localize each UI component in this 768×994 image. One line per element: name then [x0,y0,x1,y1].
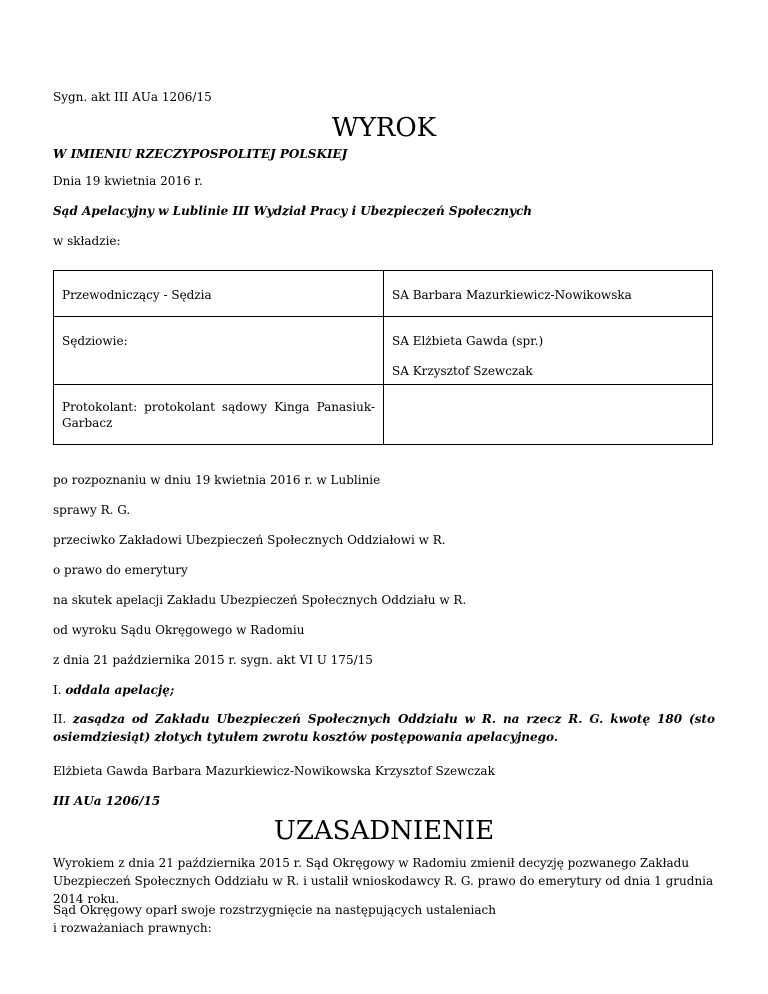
hearing-line: po rozpoznaniu w dniu 19 kwietnia 2016 r. w Lublinie [53,473,381,487]
judgment-date-line: z dnia 21 października 2015 r. sygn. akt VI U 175/15 [53,653,373,667]
from-judgment-line: od wyroku Sądu Okręgowego w Radomiu [53,623,305,637]
presiding-row [54,271,713,317]
appeal-line: na skutek apelacji Zakładu Ubezpieczeń Społecznych Oddziału w R. [53,593,467,607]
ruling-point-1-number: I. [53,683,62,697]
justification-title: UZASADNIENIE [273,816,495,846]
justification-paragraph-2-line-1: Sąd Okręgowy oparł swoje rozstrzygnięcie na następujących ustaleniach [53,903,496,917]
clerk-cell [54,385,384,445]
court-composition-table [53,270,713,445]
subject-line: o prawo do emerytury [53,563,188,577]
clerk-row [54,385,713,445]
justification-paragraph-1: Wyrokiem z dnia 21 października 2015 r. Sąd Okręgowy w Radomiu zmienił decyzję pozwanego Zakładu Ubezpieczeń Społecznych Oddziału w R. i ustalił wnioskodawcy R. G. prawo do emerytury od dnia 1 grudnia 2014 roku. [53,856,714,906]
judges-names-cell [384,317,713,385]
presiding-name-cell [384,271,713,317]
judges-label: Sędziowie: [62,334,128,348]
judge-2: SA Krzysztof Szewczak [392,364,533,378]
in-name-of-republic: W IMIENIU RZECZYPOSPOLITEJ POLSKIEJ [53,147,348,161]
signatures-line: Elżbieta Gawda Barbara Mazurkiewicz-Nowikowska Krzysztof Szewczak [53,764,495,778]
judges-label-cell [54,317,384,385]
judge-1: SA Elżbieta Gawda (spr.) [392,334,544,348]
matter-line: sprawy R. G. [53,503,131,517]
court-name: Sąd Apelacyjny w Lublinie III Wydział Pracy i Ubezpieczeń Społecznych [53,204,533,218]
ruling-point-1-text: oddala apelację; [65,683,175,697]
clerk-empty-cell [384,385,713,445]
justification-paragraph-2-line-2: i rozważaniach prawnych: [53,921,212,935]
ruling-point-2-text: zasądza od Zakładu Ubezpieczeń Społecznych Oddziału w R. na rzecz R. G. kwotę 180 (sto osiemdziesiąt) złotych tytułem zwrotu kosztów postępowania apelacyjnego. [53,712,715,744]
ruling-point-1 [53,682,174,698]
presiding-label-cell [54,271,384,317]
judgment-title: WYROK [331,113,437,143]
ruling-point-2 [53,710,715,746]
ruling-point-2-number: II. [53,712,67,726]
against-line: przeciwko Zakładowi Ubezpieczeń Społecznych Oddziałowi w R. [53,533,446,547]
clerk-text: Protokolant: protokolant sądowy Kinga Panasiuk-Garbacz [62,400,375,430]
judges-row [54,317,713,385]
judgment-date: Dnia 19 kwietnia 2016 r. [53,174,203,188]
justification-case-ref: III AUa 1206/15 [53,794,161,808]
presiding-label: Przewodniczący - Sędzia [62,288,212,302]
presiding-name: SA Barbara Mazurkiewicz-Nowikowska [392,288,632,302]
case-signature: Sygn. akt III AUa 1206/15 [53,90,212,104]
composition-label: w składzie: [53,234,121,248]
